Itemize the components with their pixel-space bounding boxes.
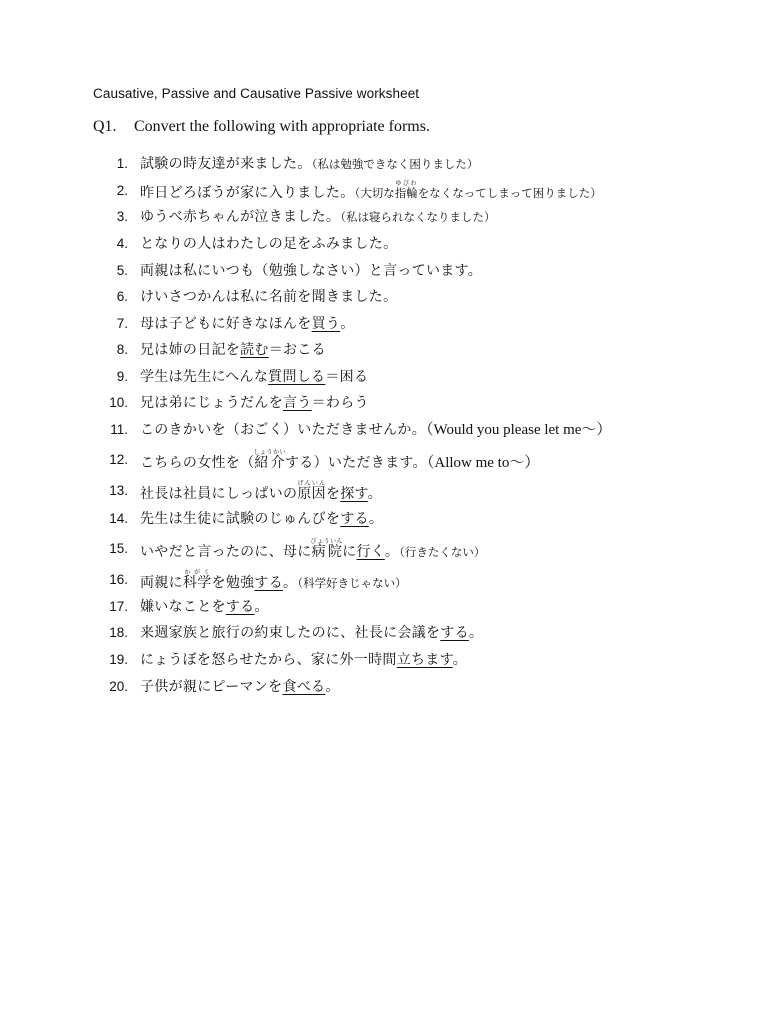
sentence-part: を [325,486,341,502]
item-number: 13. [109,483,128,498]
ruby-reading: かがく [182,569,212,576]
list-item [0,480,768,502]
ruby-reading: しょうかい [253,449,286,456]
list-item [0,569,768,591]
item-text [140,206,495,228]
sentence-part: ＝おこる [268,342,326,358]
item-number: 14. [109,511,128,526]
sentence-part: に [342,544,357,560]
note: （私は勉強できなく困りました） [311,157,479,171]
item-text [140,419,611,441]
ruby-base: 科学 [182,575,212,591]
sentence-part: 両親に [140,575,183,591]
worksheet-title: Causative, Passive and Causative Passive worksheet [93,86,420,101]
item-number: 1. [116,156,128,171]
list-item [0,233,768,255]
item-text [140,538,485,563]
list-item [0,313,768,335]
sentence-part: いやだと言ったのに、母に [140,544,312,560]
list-item [0,260,768,282]
list-item [0,286,768,308]
item-number: 3. [116,209,128,224]
furigana-word [394,180,418,200]
note-part: をなくなってしまって困りました） [417,186,602,200]
target-verb: 食べる [282,679,326,695]
ruby-reading: げんいん [297,480,326,487]
item-text [140,392,369,414]
list-item [0,180,768,202]
list-item [0,538,768,560]
target-verb: 言う [283,395,312,411]
target-verb: 買う [311,316,341,332]
item-text [140,339,326,361]
item-number: 15. [109,541,128,556]
ruby-base: 病院 [310,544,344,560]
sentence-part: 先生は生徒に試験のじゅんびを [140,511,341,527]
item-number: 8. [116,342,128,357]
item-text [140,569,407,594]
item-number: 4. [116,236,128,251]
item-number: 12. [109,452,128,467]
sentence-part: 。 [283,575,298,591]
item-number: 10. [109,395,128,410]
item-text: けいさつかんは私に名前を聞きました。 [140,289,398,305]
item-text: となりの人はわたしの足をふみました。 [140,236,398,252]
list-item [0,649,768,671]
list-item [0,392,768,414]
target-verb: 探す [340,486,368,502]
list-item [0,419,768,441]
ruby-base: 紹介 [253,455,286,471]
note [354,180,602,200]
sentence-part: ＝困る [325,369,369,385]
ruby-reading: ゆびわ [394,180,418,187]
furigana-word [182,569,212,591]
item-number: 18. [109,625,128,640]
list-item [0,622,768,644]
list-item [0,596,768,618]
note: （行きたくない） [399,545,486,559]
item-text [140,622,483,644]
sentence-part: こちらの女性を（ [140,455,255,471]
sentence-part: 子供が親にピーマンを [140,679,283,695]
sentence: 昨日どろぼうが家に入りました。 [140,185,355,201]
item-number: 20. [109,679,128,694]
sentence-part: にょうぼを怒らせたから、家に外一時間 [140,652,397,668]
item-text [140,449,539,474]
ruby-base: 原因 [297,486,326,502]
sentence: 試験の時友達が来ました。 [140,156,312,172]
list-item [0,508,768,530]
list-item [0,339,768,361]
item-text [140,366,368,388]
item-number: 2. [116,183,128,198]
item-text [140,480,382,505]
sentence-part: 嫌いなことを [140,599,226,615]
target-verb: 立ちます [396,652,453,668]
ruby-reading: びょういん [310,538,344,545]
note-part: （大切な [354,186,395,200]
list-item [0,153,768,175]
target-verb: 行く [356,544,385,560]
item-text [140,649,467,671]
sentence-part: 。 [368,511,384,527]
sentence: ゆうべ赤ちゃんが泣きました。 [140,209,341,225]
sentence-part: 。 [325,679,340,695]
list-item [0,449,768,471]
item-number: 16. [109,572,128,587]
sentence-part: 。 [452,652,468,668]
furigana-word [297,480,326,502]
sentence-part: 。 [468,625,484,641]
sentence-part: 母は子どもに好きなほんを [140,316,312,332]
list-item [0,676,768,698]
list-item [0,366,768,388]
furigana-word [310,538,344,560]
sentence-part: 来週家族と旅行の約束したのに、社長に会議を [140,625,441,641]
sentence-part: 。 [254,599,269,615]
item-number: 11. [110,422,128,437]
target-verb: する [225,599,255,615]
sentence-part: を勉強 [211,575,255,591]
item-text: 両親は私にいつも（勉強しなさい）と言っています。 [140,263,483,279]
list-item [0,206,768,228]
question-number: Q1. [93,118,117,135]
item-number: 5. [116,263,128,278]
note: （私は寝られなくなりました） [340,210,496,224]
sentence-part: 社長は社員にしっぱいの [140,486,298,502]
target-verb: する [340,511,369,527]
sentence-part: ＝わらう [311,395,369,411]
item-text [140,313,355,335]
item-number: 7. [116,316,128,331]
furigana-word [253,449,286,471]
target-verb: する [254,575,284,591]
target-verb: 読む [240,342,269,358]
english-hint: （Would you please let me～） [426,422,612,438]
sentence-part: 兄は弟にじょうだんを [140,395,283,411]
target-verb: 質問しる [268,369,326,385]
ruby-base: 指輪 [394,186,418,200]
sentence-part: 。 [384,544,400,560]
item-text [140,596,269,618]
item-number: 6. [116,289,128,304]
target-verb: する [440,625,469,641]
item-text [140,180,602,204]
english-hint: （Allow me to～） [426,455,540,471]
item-text [140,153,478,175]
item-text [140,508,383,530]
item-text [140,676,340,698]
item-number: 9. [116,369,128,384]
sentence-part: 。 [340,316,355,332]
question-text: Convert the following with appropriate forms. [134,118,430,135]
sentence-part: 兄は姉の日記を [140,342,241,358]
sentence-part: 学生は先生にへんな [140,369,269,385]
sentence-part: する）いただきます。 [284,455,427,471]
item-number: 19. [109,652,128,667]
note: （科学好きじゃない） [297,576,407,590]
item-number: 17. [109,599,128,614]
sentence-part: 。 [367,486,383,502]
sentence: このきかいを（おごく）いただきませんか。 [140,422,426,438]
